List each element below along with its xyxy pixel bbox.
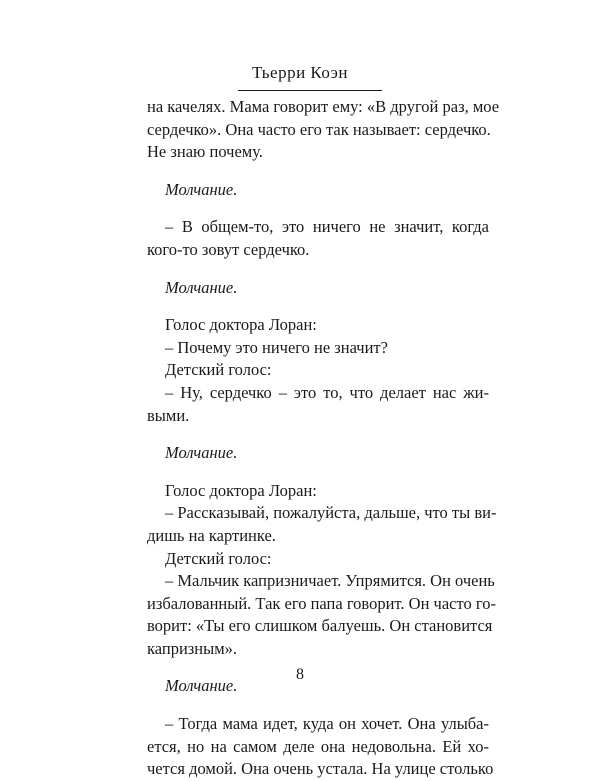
- page-number: 8: [296, 666, 304, 683]
- text-line: кого-то зовут сердечко.: [147, 239, 310, 259]
- text-line: избалованный. Так его папа говорит. Он часто го-: [147, 593, 496, 613]
- text-line: – Мальчик капризничает. Упрямится. Он очень: [165, 571, 495, 591]
- running-head: Тьерри Коэн: [251, 63, 349, 82]
- text-line: сердечко». Она часто его так называет: сердечко.: [147, 119, 491, 139]
- stage-direction: Молчание.: [165, 277, 238, 297]
- text-line: – Ну, сердечко – это то, что делает нас жи-: [165, 382, 489, 402]
- text-line: выми.: [147, 405, 190, 425]
- speaker-line: Голос доктора Лоран:: [165, 315, 317, 335]
- stage-direction: Молчание.: [165, 676, 238, 696]
- stage-direction: Молчание.: [165, 443, 238, 463]
- text-line: капризным».: [147, 638, 238, 658]
- speaker-line: Детский голос:: [165, 360, 272, 380]
- text-line: на качелях. Мама говорит ему: «В другой раз, мое: [147, 97, 500, 116]
- text-line: – Почему это ничего не значит?: [165, 337, 388, 357]
- text-line: ется, но на самом деле она недовольна. Ей хо-: [147, 736, 489, 756]
- text-line: – В общем-то, это ничего не значит, когда: [165, 217, 489, 237]
- text-line: ворит: «Ты его слишком балуешь. Он становится: [147, 616, 493, 636]
- speaker-line: Голос доктора Лоран:: [165, 480, 317, 500]
- text-line: чется домой. Она очень устала. На улице столько: [147, 759, 494, 779]
- text-line: – Тогда мама идет, куда он хочет. Она улыба-: [165, 714, 489, 734]
- stage-direction: Молчание.: [165, 179, 238, 199]
- speaker-line: Детский голос:: [165, 548, 272, 568]
- running-head-rule: [238, 90, 382, 91]
- text-line: дишь на картинке.: [147, 525, 276, 545]
- text-line: Не знаю почему.: [147, 142, 263, 162]
- text-line: – Рассказывай, пожалуйста, дальше, что ты ви-: [165, 503, 497, 523]
